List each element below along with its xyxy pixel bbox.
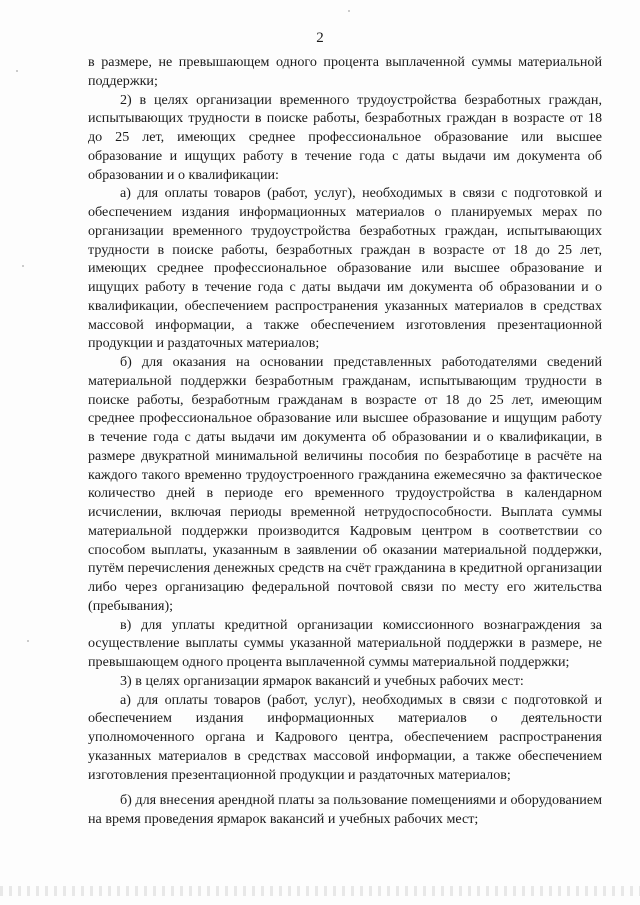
paragraph-item-2a: а) для оплаты товаров (работ, услуг), необходимых в связи с подготовкой и обеспечением издания информационных материалов о планируемых мерах по организации временного трудоустройства безработных граждан, испытывающих трудности в поиске работы, безработных граждан в возрасте от 18 до 25 лет, имеющих среднее профессиональное образование или высшее образование и ищущих работу в течение года с даты выдачи им документа об образовании и о квалификации, обеспечением распространения указанных материалов в средствах массовой информации, а также обеспечением изготовления презентационной продукции и раздаточных материалов; xyxy=(88,185,602,352)
scan-artifact-dot xyxy=(16,70,18,72)
paragraph-item-2: 2) в целях организации временного трудоустройства безработных граждан, испытывающих трудности в поиске работы, безработных граждан в возрасте от 18 до 25 лет, имеющих среднее профессиональное образование или высшее образование и ищущих работу в течение года с даты выдачи им документа об образовании и о квалификации: xyxy=(88,91,602,183)
paragraph-item-2v: в) для уплаты кредитной организации комиссионного вознаграждения за осуществление выплаты суммы указанной материальной поддержки в размере, не превышающем одного процента выплаченной суммы материальной поддержки; xyxy=(88,616,602,670)
document-body xyxy=(88,53,602,829)
paragraph-item-3b: б) для внесения арендной платы за пользование помещениями и оборудованием на время проведения ярмарок вакансий и учебных рабочих мест; xyxy=(88,792,602,827)
paragraph-item-3: 3) в целях организации ярмарок вакансий и учебных рабочих мест: xyxy=(120,672,524,689)
scan-artifact-dot xyxy=(27,640,29,642)
scan-artifact-bottom-edge xyxy=(0,886,640,896)
paragraph-item-3a: а) для оплаты товаров (работ, услуг), необходимых в связи с подготовкой и обеспечением издания информационных материалов о деятельности уполномоченного органа и Кадрового центра, обеспечением распространения указанных материалов в средствах массовой информации, а также обеспечением изготовления презентационной продукции и раздаточных материалов; xyxy=(88,691,602,783)
paragraph-item-2b: б) для оказания на основании представленных работодателями сведений материальной поддержки безработным гражданам, испытывающим трудности в поиске работы, безработным гражданам в возрасте от 18 до 25 лет, имеющим среднее профессиональное образование или высшее образование и ищущим работу в течение года с даты выдачи им документа об образовании и о квалификации, в размере двукратной минимальной величины пособия по безработице в расчёте на каждого такого временно трудоустроенного гражданина ежемесячно за фактическое количество дней в периоде его временного трудоустройства в календарном исчислении, включая периоды временной нетрудоспособности. Выплата суммы материальной поддержки производится Кадровым центром в соответствии со способом выплаты, указанным в заявлении об оказании материальной поддержки, путём перечисления денежных средств на счёт гражданина в кредитной организации либо через организацию федеральной почтовой связи по месту его жительства (пребывания); xyxy=(88,354,602,614)
scan-artifact-dot xyxy=(22,265,24,267)
paragraph-continuation: в размере, не превышающем одного процента выплаченной суммы материальной поддержки; xyxy=(88,54,602,89)
page-number: 2 xyxy=(316,30,324,46)
scan-artifact-dot xyxy=(348,10,350,12)
